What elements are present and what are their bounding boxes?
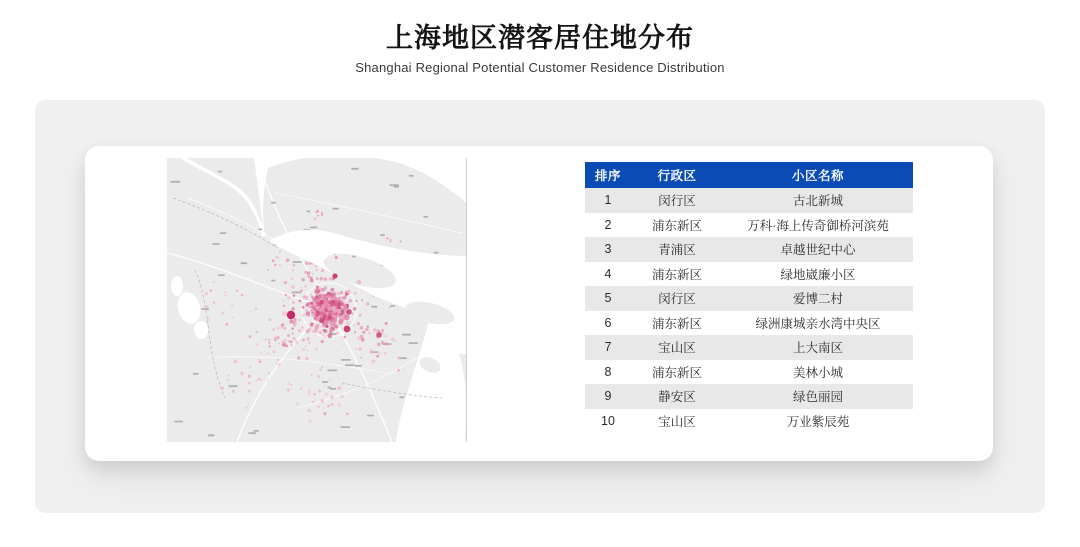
district-cell: 闵行区	[658, 194, 696, 209]
rank-cell: 5	[604, 291, 612, 306]
rank-cell: 4	[604, 266, 612, 281]
district-cell: 浦东新区	[651, 218, 702, 233]
district-cell: 闵行区	[658, 292, 696, 307]
ranking-table	[585, 162, 913, 433]
title-block	[0, 22, 1080, 75]
community-cell: 万科·海上传奇御桥河滨苑	[747, 218, 889, 233]
ranking-table-body	[585, 188, 913, 433]
rank-cell: 6	[604, 315, 612, 330]
table-row	[585, 262, 913, 287]
content-card	[85, 146, 993, 461]
content-panel	[35, 100, 1045, 513]
community-cell: 绿洲康城亲水湾中央区	[755, 316, 881, 331]
page-title: 上海地区潜客居住地分布	[386, 23, 694, 53]
ranking-table-head-row	[585, 162, 913, 188]
rank-cell: 9	[604, 389, 612, 404]
table-row	[585, 384, 913, 409]
map-divider	[466, 158, 467, 442]
table-row	[585, 335, 913, 360]
district-cell: 浦东新区	[651, 365, 702, 380]
rank-cell: 8	[604, 364, 612, 379]
community-cell: 卓越世纪中心	[780, 243, 856, 258]
table-row	[585, 286, 913, 311]
district-cell: 静安区	[658, 390, 696, 405]
rank-cell: 7	[604, 340, 612, 355]
community-cell: 绿色丽园	[792, 390, 843, 405]
table-row	[585, 213, 913, 238]
table-row	[585, 237, 913, 262]
district-cell: 青浦区	[658, 243, 696, 258]
shanghai-map	[167, 158, 466, 442]
table-row	[585, 360, 913, 385]
district-cell: 宝山区	[658, 414, 696, 429]
table-row	[585, 409, 913, 434]
community-cell: 绿地崴廉小区	[780, 267, 856, 282]
rank-cell: 1	[604, 193, 612, 208]
district-cell: 浦东新区	[651, 267, 702, 282]
table-row	[585, 311, 913, 336]
rank-cell: 2	[604, 217, 612, 232]
community-cell: 美林小城	[792, 365, 843, 380]
column-header-2: 小区名称	[723, 162, 913, 188]
rank-cell: 10	[601, 413, 615, 428]
ranking-table-wrap	[585, 162, 913, 433]
column-header-1: 行政区	[631, 162, 723, 188]
community-cell: 爱博二村	[792, 292, 843, 307]
district-cell: 浦东新区	[651, 316, 702, 331]
shanghai-map-svg	[167, 158, 466, 442]
district-cell: 宝山区	[658, 341, 696, 356]
page-subtitle: Shanghai Regional Potential Customer Residence Distribution	[355, 60, 725, 76]
community-cell: 万业紫辰苑	[786, 414, 850, 429]
column-header-0: 排序	[585, 162, 631, 188]
community-cell: 上大南区	[792, 341, 843, 356]
table-row	[585, 188, 913, 213]
rank-cell: 3	[604, 242, 612, 257]
community-cell: 古北新城	[792, 194, 843, 209]
